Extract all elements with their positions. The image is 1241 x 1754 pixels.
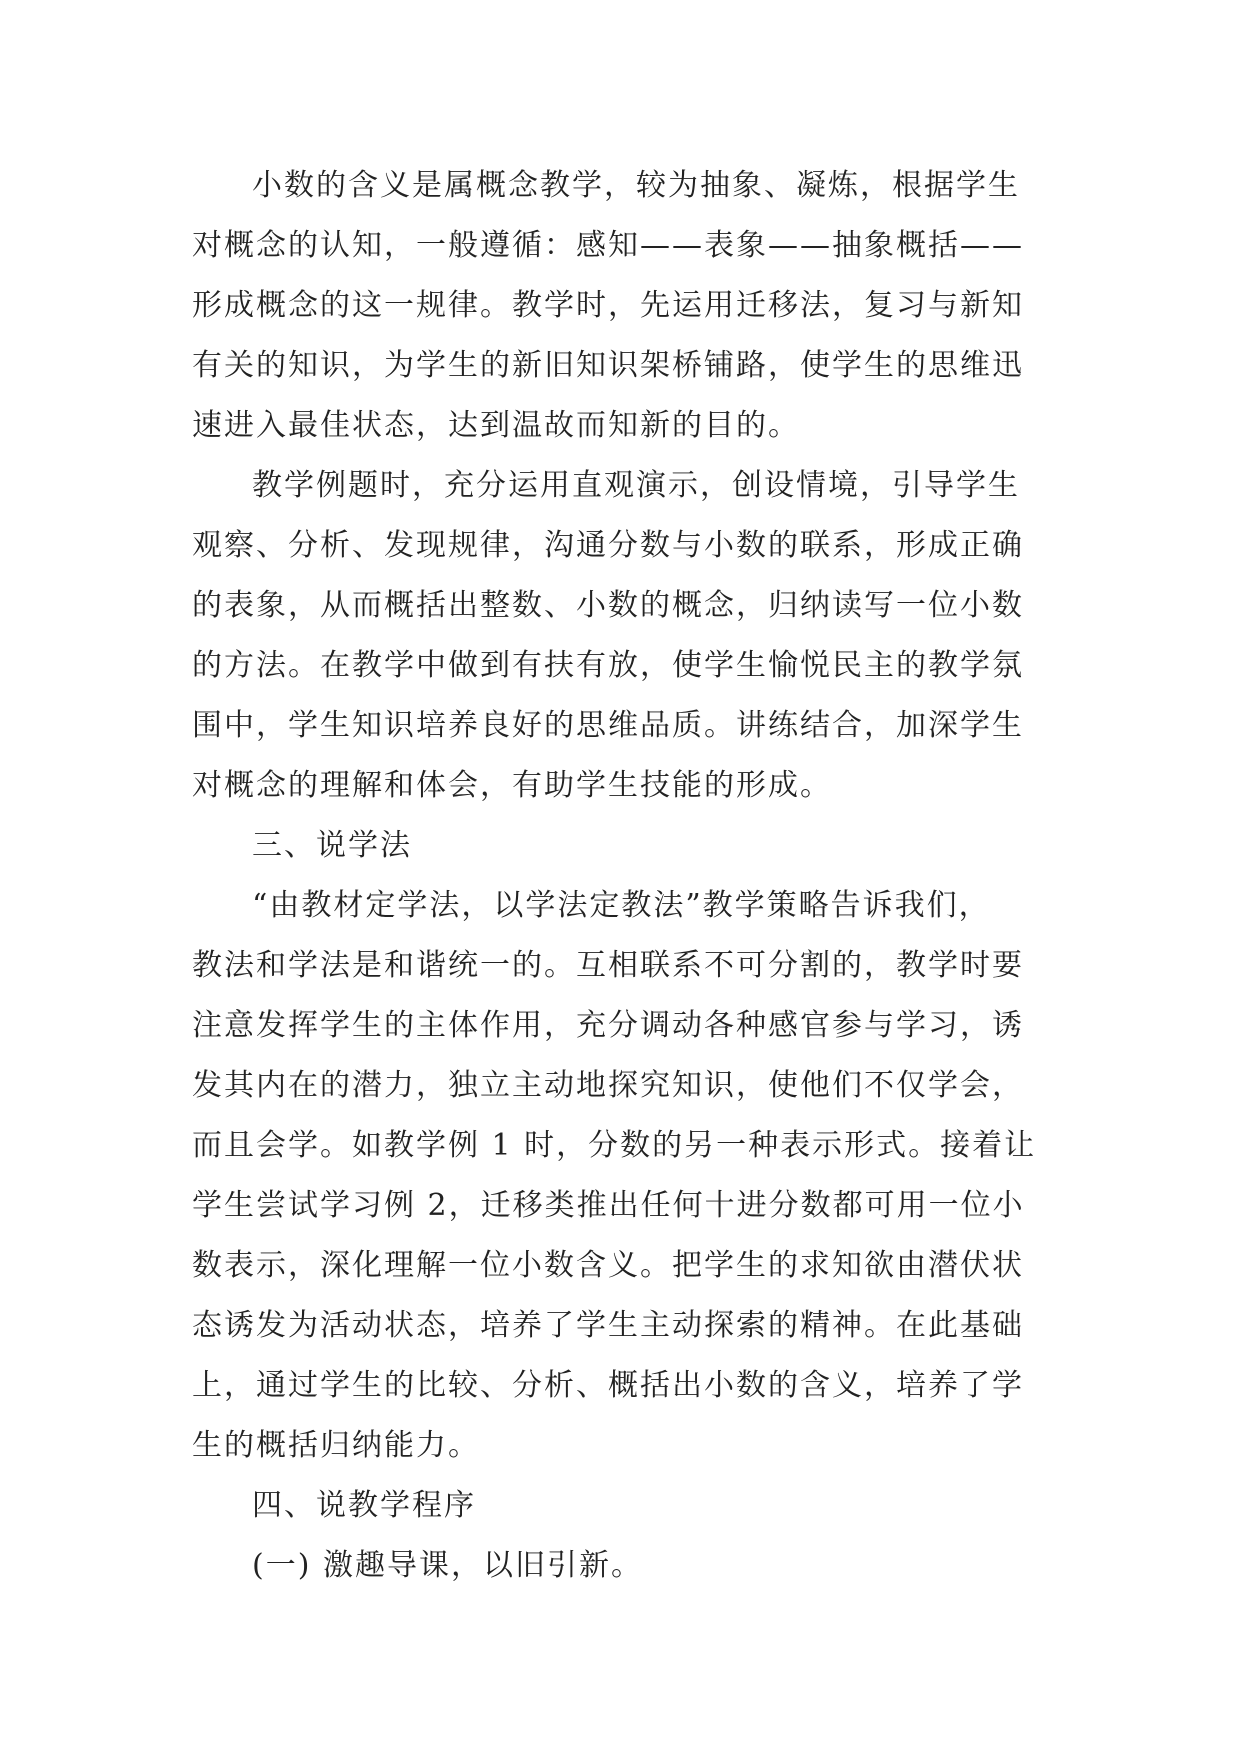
subsection-heading: (一) 激趣导课，以旧引新。 (252, 1548, 643, 1583)
paragraph-line: 围中，学生知识培养良好的思维品质。讲练结合，加深学生 (192, 708, 1024, 743)
section-heading-learning-method: 三、说学法 (252, 828, 412, 863)
paragraph-line: 生的概括归纳能力。 (192, 1428, 480, 1463)
paragraph-line: 小数的含义是属概念教学，较为抽象、凝炼，根据学生 (252, 168, 1020, 203)
paragraph-line: 数表示，深化理解一位小数含义。把学生的求知欲由潜伏状 (192, 1248, 1024, 1283)
paragraph-line: 观察、分析、发现规律，沟通分数与小数的联系，形成正确 (192, 528, 1024, 563)
section-heading-teaching-procedure: 四、说教学程序 (252, 1488, 476, 1523)
paragraph-line: 而且会学。如教学例 1 时，分数的另一种表示形式。接着让 (192, 1128, 1037, 1163)
paragraph-line: 教学例题时，充分运用直观演示，创设情境，引导学生 (252, 468, 1020, 503)
paragraph-line: 上，通过学生的比较、分析、概括出小数的含义，培养了学 (192, 1368, 1024, 1403)
paragraph-line: 有关的知识，为学生的新旧知识架桥铺路，使学生的思维迅 (192, 348, 1024, 383)
paragraph-line: 发其内在的潜力，独立主动地探究知识，使他们不仅学会， (192, 1068, 1024, 1103)
paragraph-line: 速进入最佳状态，达到温故而知新的目的。 (192, 408, 800, 443)
paragraph-line: 形成概念的这一规律。教学时，先运用迁移法，复习与新知 (192, 288, 1024, 323)
paragraph-line: 的方法。在教学中做到有扶有放，使学生愉悦民主的教学氛 (192, 648, 1024, 683)
paragraph-line: 对概念的理解和体会，有助学生技能的形成。 (192, 768, 832, 803)
paragraph-line: 教法和学法是和谐统一的。互相联系不可分割的，教学时要 (192, 948, 1024, 983)
paragraph-line: 态诱发为活动状态，培养了学生主动探索的精神。在此基础 (192, 1308, 1024, 1343)
paragraph-line: 注意发挥学生的主体作用，充分调动各种感官参与学习，诱 (192, 1008, 1024, 1043)
paragraph-line: 对概念的认知，一般遵循：感知——表象——抽象概括—— (192, 228, 1024, 263)
paragraph-line: 的表象，从而概括出整数、小数的概念，归纳读写一位小数 (192, 588, 1024, 623)
document-body (192, 156, 1052, 1596)
paragraph-line: 学生尝试学习例 2，迁移类推出任何十进分数都可用一位小 (192, 1188, 1025, 1223)
paragraph-line: “由教材定学法，以学法定教法”教学策略告诉我们， (252, 888, 991, 923)
